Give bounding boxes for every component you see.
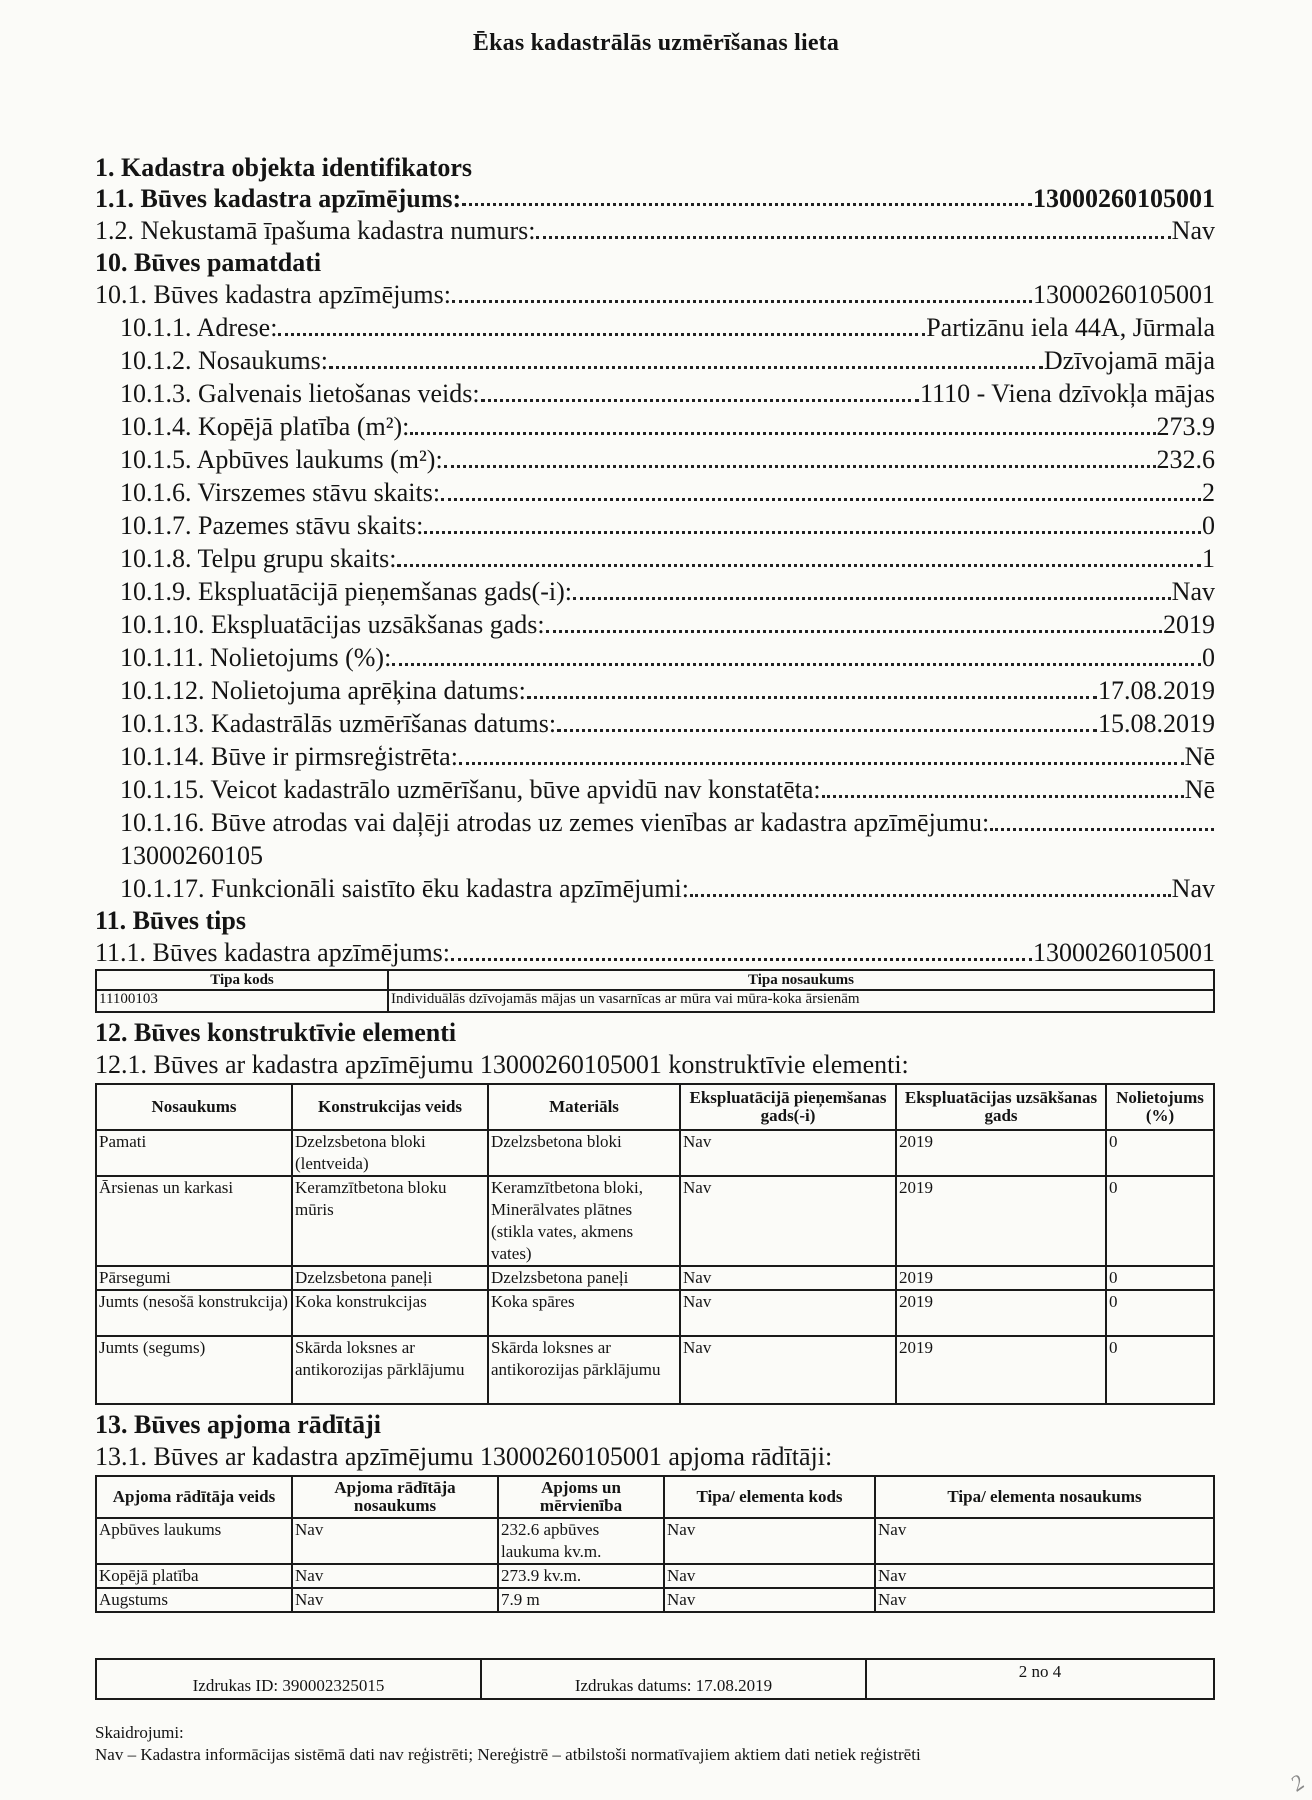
leader-dots	[444, 465, 1156, 468]
leader-dots	[990, 828, 1214, 831]
subheading-text: 13.1. Būves ar kadastra apzīmējumu 13000260105001 apjoma rādītāji:	[95, 1442, 833, 1471]
table-row	[96, 990, 1214, 1012]
field-value: Nē	[1184, 742, 1215, 771]
explanations-title: Skaidrojumi:	[95, 1723, 184, 1742]
field-10-1-6	[95, 476, 1215, 509]
field-label: 1.1. Būves kadastra apzīmējums:	[95, 184, 462, 213]
field-label: 10.1.4. Kopējā platība (m²):	[120, 412, 410, 441]
field-10-1-7	[95, 509, 1215, 542]
field-value: 232.6	[1156, 445, 1215, 474]
leader-dots	[690, 894, 1171, 897]
leader-dots	[546, 630, 1162, 633]
column-header: Ekspluatācijā pieņemšanas gads(-i)	[680, 1084, 896, 1130]
leader-dots	[397, 564, 1201, 567]
table-cell: 273.9 kv.m.	[498, 1564, 664, 1588]
table-cell: 232.6 apbūves laukuma kv.m.	[498, 1518, 664, 1564]
column-header: Tipa/ elementa nosaukums	[875, 1476, 1214, 1518]
section-13-subheading	[95, 1440, 1215, 1473]
print-id: Izdrukas ID: 390002325015	[96, 1659, 481, 1699]
leader-dots	[451, 958, 1032, 961]
field-10-1-4	[95, 410, 1215, 443]
table-row	[96, 1588, 1214, 1612]
field-10-1-11	[95, 641, 1215, 674]
column-header: Apjoms un mērvienība	[498, 1476, 664, 1518]
table-cell: Ārsienas un karkasi	[96, 1176, 292, 1266]
section-10-heading: 10. Būves pamatdati	[95, 248, 322, 277]
table-cell: Nav	[664, 1564, 875, 1588]
field-value: 0	[1202, 511, 1215, 540]
field-10-1-10	[95, 608, 1215, 641]
table-cell: Nav	[292, 1518, 498, 1564]
explanations	[95, 1722, 921, 1766]
table-row	[96, 1130, 1214, 1176]
table-cell: Nav	[292, 1588, 498, 1612]
field-1-1	[95, 183, 1215, 214]
field-10-1-13	[95, 707, 1215, 740]
field-value: 17.08.2019	[1098, 676, 1215, 705]
explanations-text: Nav – Kadastra informācijas sistēmā dati nav reģistrēti; Nereģistrē – atbilstoši normatīvajiem aktiem dati netiek reģistrēti	[95, 1745, 921, 1764]
field-label: 10.1.12. Nolietojuma aprēķina datums:	[120, 676, 526, 705]
column-header: Tipa kods	[96, 970, 388, 990]
structural-elements-table	[95, 1083, 1215, 1405]
field-value: Dzīvojamā māja	[1043, 346, 1215, 375]
volume-indicators-table	[95, 1475, 1215, 1613]
document-content	[95, 152, 1215, 1613]
subheading-text: 12.1. Būves ar kadastra apzīmējumu 13000260105001 konstruktīvie elementi:	[95, 1050, 909, 1079]
table-cell: 0	[1106, 1266, 1214, 1290]
table-cell: Nav	[680, 1266, 896, 1290]
field-label: 10.1.11. Nolietojums (%):	[120, 643, 392, 672]
table-cell: Nav	[664, 1518, 875, 1564]
field-label: 10.1.9. Ekspluatācijā pieņemšanas gads(-i):	[120, 577, 572, 606]
table-header-row	[96, 1084, 1214, 1130]
table-cell: 7.9 m	[498, 1588, 664, 1612]
table-row	[96, 1564, 1214, 1588]
field-label: 10.1.1. Adrese:	[120, 313, 278, 342]
table-cell: Jumts (nesošā konstrukcija)	[96, 1290, 292, 1336]
field-10-1-14	[95, 740, 1215, 773]
table-cell: Nav	[680, 1130, 896, 1176]
field-label: 10.1.7. Pazemes stāvu skaits:	[120, 511, 424, 540]
field-value: 15.08.2019	[1098, 709, 1215, 738]
table-cell: Keramzītbetona bloku mūris	[292, 1176, 488, 1266]
field-1-2	[95, 214, 1215, 247]
column-header: Apjoma rādītāja veids	[96, 1476, 292, 1518]
table-cell: Nav	[875, 1588, 1214, 1612]
field-label: 10.1.6. Virszemes stāvu skaits:	[120, 478, 441, 507]
table-cell: 2019	[896, 1130, 1106, 1176]
table-cell: 0	[1106, 1176, 1214, 1266]
field-label: 10.1.14. Būve ir pirmsreģistrēta:	[120, 742, 458, 771]
table-row	[96, 1176, 1214, 1266]
field-value: 2019	[1163, 610, 1215, 639]
field-value: 1110 - Viena dzīvokļa mājas	[920, 379, 1215, 408]
field-10-1-16	[95, 806, 1215, 839]
table-cell: Dzelzsbetona paneļi	[488, 1266, 680, 1290]
table-row	[96, 1518, 1214, 1564]
table-header-row	[96, 1476, 1214, 1518]
field-value: Nav	[1171, 874, 1215, 903]
print-footer	[95, 1658, 1215, 1700]
leader-dots	[452, 300, 1032, 303]
field-10-1-15	[95, 773, 1215, 806]
section-12-subheading	[95, 1048, 1215, 1081]
table-cell: 0	[1106, 1290, 1214, 1336]
field-10-1	[95, 278, 1215, 311]
leader-dots	[481, 399, 919, 402]
handwritten-page-mark: 2	[1285, 1769, 1309, 1796]
leader-dots	[441, 498, 1201, 501]
table-cell: Keramzītbetona bloki, Minerālvates plātnes (stikla vates, akmens vates)	[488, 1176, 680, 1266]
table-cell: 2019	[896, 1176, 1106, 1266]
field-label: 10.1.3. Galvenais lietošanas veids:	[120, 379, 480, 408]
field-value: 13000260105001	[1033, 184, 1215, 213]
field-10-1-16-value: 13000260105	[120, 841, 263, 870]
leader-dots	[527, 696, 1097, 699]
field-label: 10.1.13. Kadastrālās uzmērīšanas datums:	[120, 709, 557, 738]
field-label: 10.1.10. Ekspluatācijas uzsākšanas gads:	[120, 610, 545, 639]
field-10-1-12	[95, 674, 1215, 707]
table-cell: 2019	[896, 1336, 1106, 1404]
field-label: 11.1. Būves kadastra apzīmējums:	[95, 938, 451, 967]
table-row	[96, 1336, 1214, 1404]
table-cell: Skārda loksnes ar antikorozijas pārklājumu	[488, 1336, 680, 1404]
column-header: Tipa nosaukums	[388, 970, 1214, 990]
leader-dots	[424, 531, 1201, 534]
field-value: 13000260105001	[1033, 938, 1215, 967]
field-value: 273.9	[1156, 412, 1215, 441]
field-value: 13000260105001	[1033, 280, 1215, 309]
section-1-heading: 1. Kadastra objekta identifikators	[95, 153, 472, 182]
table-row	[96, 1266, 1214, 1290]
table-cell: Nav	[664, 1588, 875, 1612]
table-cell: 11100103	[96, 990, 388, 1012]
field-label: 10.1. Būves kadastra apzīmējums:	[95, 280, 451, 309]
column-header: Konstrukcijas veids	[292, 1084, 488, 1130]
table-row	[96, 1290, 1214, 1336]
table-cell: Koka spāres	[488, 1290, 680, 1336]
table-cell: Nav	[875, 1518, 1214, 1564]
field-10-1-3	[95, 377, 1215, 410]
field-11-1	[95, 936, 1215, 969]
field-10-1-2	[95, 344, 1215, 377]
field-label: 10.1.16. Būve atrodas vai daļēji atrodas uz zemes vienības ar kadastra apzīmējumu:	[120, 808, 990, 837]
table-cell: Pamati	[96, 1130, 292, 1176]
table-cell: Jumts (segums)	[96, 1336, 292, 1404]
building-type-table	[95, 969, 1215, 1013]
field-value: Nav	[1171, 216, 1215, 245]
leader-dots	[573, 597, 1171, 600]
table-cell: Pārsegumi	[96, 1266, 292, 1290]
field-value: Nē	[1184, 775, 1215, 804]
field-label: 10.1.8. Telpu grupu skaits:	[120, 544, 397, 573]
table-cell: Nav	[680, 1290, 896, 1336]
table-cell: Nav	[680, 1336, 896, 1404]
field-value: Nav	[1171, 577, 1215, 606]
table-cell: Skārda loksnes ar antikorozijas pārklājumu	[292, 1336, 488, 1404]
column-header: Materiāls	[488, 1084, 680, 1130]
table-cell: Koka konstrukcijas	[292, 1290, 488, 1336]
field-10-1-1	[95, 311, 1215, 344]
field-label: 10.1.15. Veicot kadastrālo uzmērīšanu, būve apvidū nav konstatēta:	[120, 775, 821, 804]
field-10-1-8	[95, 542, 1215, 575]
table-cell: 2019	[896, 1290, 1106, 1336]
table-cell: Kopējā platība	[96, 1564, 292, 1588]
table-cell: Dzelzsbetona bloki (lentveida)	[292, 1130, 488, 1176]
table-cell: Augstums	[96, 1588, 292, 1612]
document-title: Ēkas kadastrālās uzmērīšanas lieta	[472, 30, 840, 56]
leader-dots	[462, 203, 1032, 206]
leader-dots	[392, 663, 1201, 666]
leader-dots	[459, 762, 1184, 765]
leader-dots	[410, 432, 1155, 435]
leader-dots	[822, 795, 1184, 798]
table-cell: Apbūves laukums	[96, 1518, 292, 1564]
section-13-heading: 13. Būves apjoma rādītāji	[95, 1410, 381, 1439]
table-cell: Individuālās dzīvojamās mājas un vasarnīcas ar mūra vai mūra-koka ārsienām	[388, 990, 1214, 1012]
field-label: 10.1.17. Funkcionāli saistīto ēku kadastra apzīmējumi:	[120, 874, 690, 903]
page-number: 2 no 4	[866, 1659, 1214, 1699]
field-value: 0	[1202, 643, 1215, 672]
table-cell: Nav	[292, 1564, 498, 1588]
column-header: Nolietojums (%)	[1106, 1084, 1214, 1130]
section-12-heading: 12. Būves konstruktīvie elementi	[95, 1018, 457, 1047]
field-value: Partizānu iela 44A, Jūrmala	[926, 313, 1215, 342]
leader-dots	[536, 236, 1170, 239]
column-header: Nosaukums	[96, 1084, 292, 1130]
table-cell: 0	[1106, 1336, 1214, 1404]
column-header: Tipa/ elementa kods	[664, 1476, 875, 1518]
print-date: Izdrukas datums: 17.08.2019	[481, 1659, 866, 1699]
leader-dots	[278, 333, 925, 336]
leader-dots	[329, 366, 1043, 369]
table-cell: Dzelzsbetona bloki	[488, 1130, 680, 1176]
field-value: 1	[1202, 544, 1215, 573]
field-value: 2	[1202, 478, 1215, 507]
column-header: Apjoma rādītāja nosaukums	[292, 1476, 498, 1518]
field-label: 10.1.5. Apbūves laukums (m²):	[120, 445, 443, 474]
table-cell: Nav	[680, 1176, 896, 1266]
table-cell: Dzelzsbetona paneļi	[292, 1266, 488, 1290]
table-header-row	[96, 970, 1214, 990]
field-label: 1.2. Nekustamā īpašuma kadastra numurs:	[95, 216, 536, 245]
table-cell: Nav	[875, 1564, 1214, 1588]
leader-dots	[557, 729, 1097, 732]
column-header: Ekspluatācijas uzsākšanas gads	[896, 1084, 1106, 1130]
table-cell: 2019	[896, 1266, 1106, 1290]
section-11-heading: 11. Būves tips	[95, 906, 246, 935]
field-label: 10.1.2. Nosaukums:	[120, 346, 328, 375]
field-10-1-5	[95, 443, 1215, 476]
field-10-1-9	[95, 575, 1215, 608]
field-10-1-17	[95, 872, 1215, 905]
table-cell: 0	[1106, 1130, 1214, 1176]
